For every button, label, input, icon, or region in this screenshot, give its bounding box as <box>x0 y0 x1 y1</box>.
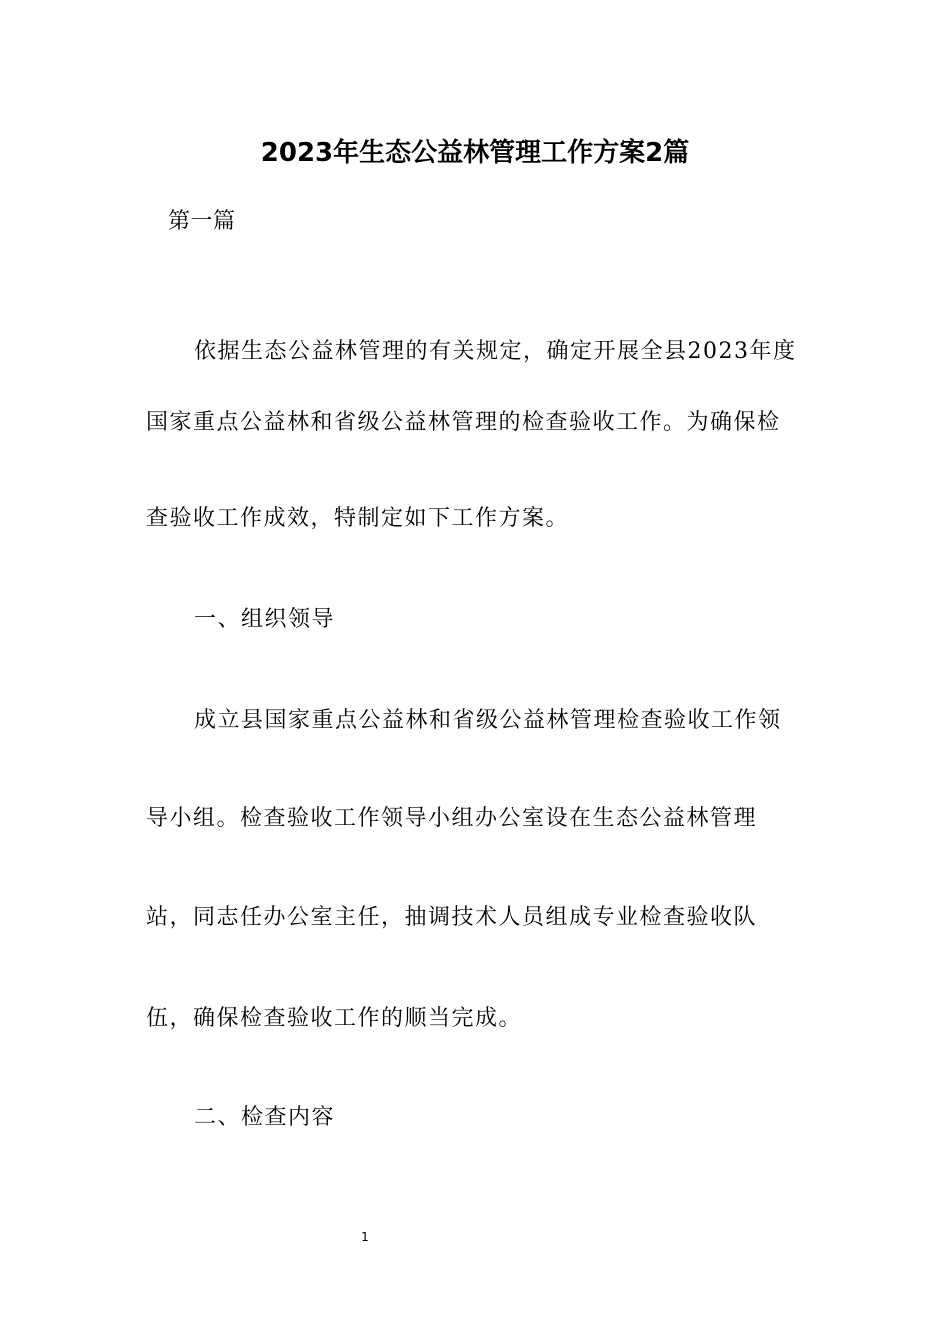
section-heading-inspection-content: 二、检查内容 <box>194 1105 336 1130</box>
document-title: 2023年生态公益林管理工作方案2篇 <box>260 138 690 168</box>
paragraph-1-line-1: 依据生态公益林管理的有关规定，确定开展全县2023年度 <box>194 339 797 364</box>
paragraph-1-line-2: 国家重点公益林和省级公益林管理的检查验收工作。为确保检 <box>146 410 781 435</box>
paragraph-2-line-1: 成立县国家重点公益林和省级公益林管理检查验收工作领 <box>194 708 782 733</box>
page-number: 1 <box>361 1230 369 1244</box>
section-heading-organization: 一、组织领导 <box>194 607 336 632</box>
paragraph-2-line-2: 导小组。检查验收工作领导小组办公室设在生态公益林管理 <box>146 806 758 831</box>
paragraph-2-line-3: 站，同志任办公室主任，抽调技术人员组成专业检查验收队 <box>146 905 758 930</box>
paragraph-1-line-3: 查验收工作成效，特制定如下工作方案。 <box>146 506 570 531</box>
part-label: 第一篇 <box>168 209 236 234</box>
paragraph-2-line-4: 伍，确保检查验收工作的顺当完成。 <box>146 1006 523 1031</box>
